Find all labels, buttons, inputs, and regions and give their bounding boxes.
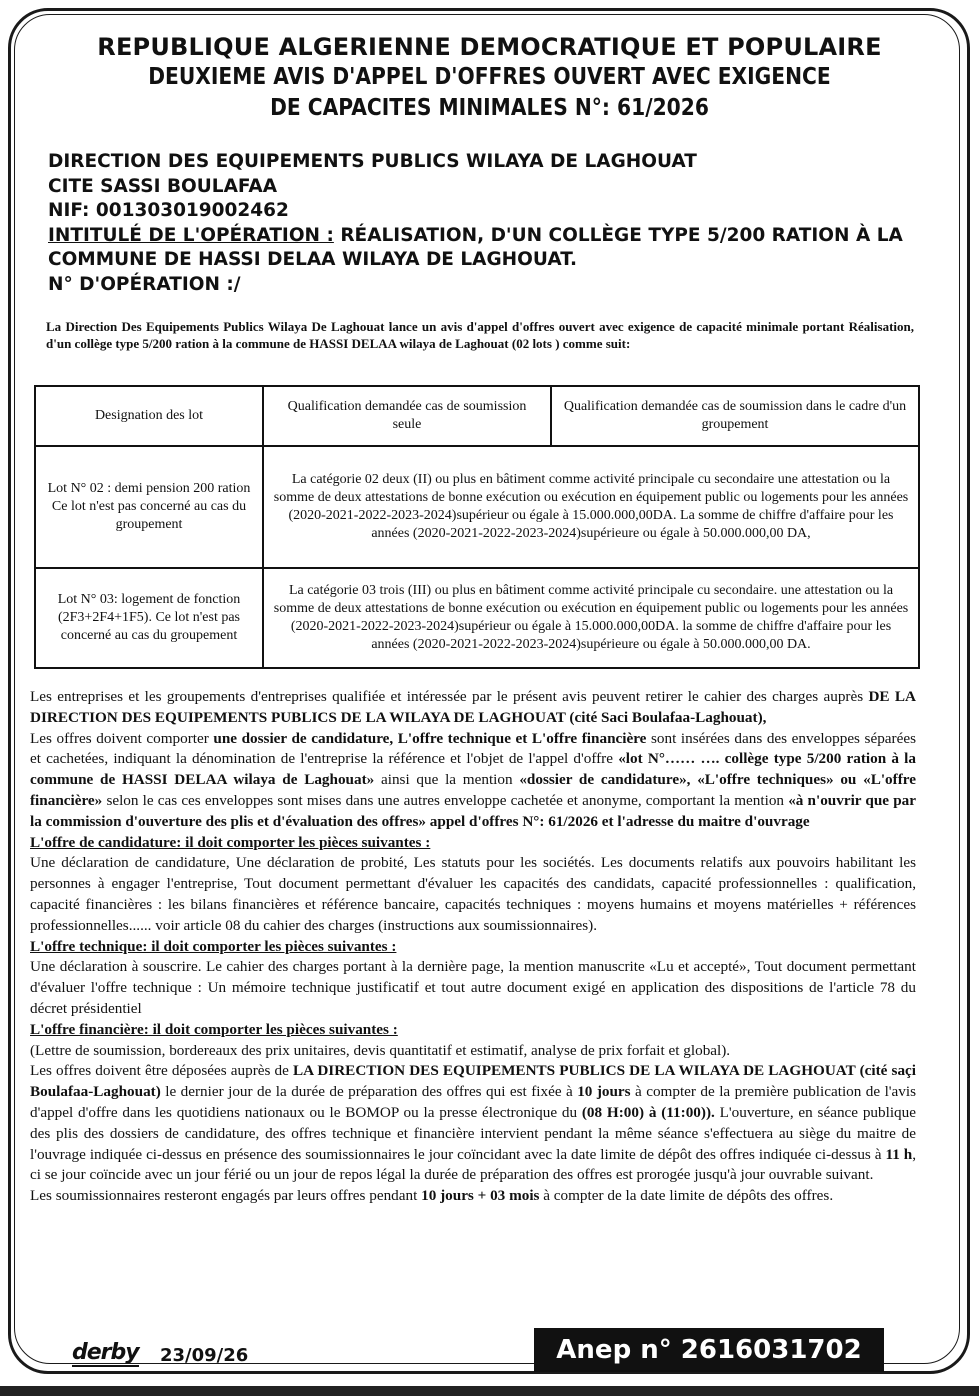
text-run: une dossier de candidature, L'offre technique et L'offre financière bbox=[213, 729, 647, 747]
text-run: «à n'ouvrir que par la commission d'ouverture des plis et d'évaluation des offres» appel d'offres N°: 61/2026 et l'adresse du maitre d'ouvrage bbox=[30, 791, 916, 830]
lot-qualification: La catégorie 03 trois (III) ou plus en bâtiment comme activité principale cu secondaire. une attestation ou la somme de deux attestations de bonne exécution ou exécution en équipement public ou logements pour les années (2020-2021-2022-2023-2024)supérieur ou égale à 15.000.000,00DA. la somme de chiffre d'affaire pour les années (2020-2021-2022-2023-2024)supérieure ou égale à 50.000.000,00 DA. bbox=[263, 568, 919, 668]
table-row bbox=[35, 446, 919, 568]
intro-paragraph: La Direction Des Equipements Publics Wilaya De Laghouat lance un avis d'appel d'offres ouvert avec exigence de capacité minimale portant Réalisation, d'un collège type 5/200 ration à la commune de HASSI DELAA wilaya de Laghouat (02 lots ) comme suit: bbox=[46, 319, 914, 351]
text-run: DE LA DIRECTION DES EQUIPEMENTS PUBLICS DE LA WILAYA DE LAGHOUAT (cité Saci Boulafaa-Laghouat), bbox=[30, 688, 916, 726]
table-row bbox=[35, 568, 919, 668]
lot-designation: Lot N° 03: logement de fonction (2F3+2F4+1F5). Ce lot n'est pas concerné au cas du groupement bbox=[35, 568, 263, 668]
text-run: selon le cas ces enveloppes sont mises dans une autres enveloppe cachetée et anonyme, comportant la mention bbox=[102, 791, 789, 809]
withdraw-paragraph bbox=[30, 687, 916, 729]
text-run: 11 h bbox=[885, 1145, 913, 1163]
table-header-row bbox=[35, 386, 919, 446]
issuer-direction: DIRECTION DES EQUIPEMENTS PUBLICS WILAYA DE LAGHOUAT bbox=[48, 151, 697, 172]
bottom-scan-edge bbox=[0, 1386, 979, 1396]
table-header-designation: Designation des lot bbox=[35, 386, 263, 446]
text-run: 10 jours bbox=[577, 1083, 631, 1101]
section-text-technique: Une déclaration à souscrire. Le cahier des charges portant à la dernière page, la mention manuscrite «Lu et accepté», Tout document permettant d'évaluer l'offre technique : Un mémoire technique justificatif et tout autre document exigé en application des dispositions de l'article 78 du décret présidentiel bbox=[30, 958, 916, 1017]
notice-header bbox=[0, 32, 979, 124]
republic-title: REPUBLIQUE ALGERIENNE DEMOCRATIQUE ET POPULAIRE bbox=[97, 33, 882, 61]
deposit-paragraph bbox=[30, 1061, 916, 1186]
notice-title-line1: DEUXIEME AVIS D'APPEL D'OFFRES OUVERT AVEC EXIGENCE bbox=[148, 64, 831, 90]
text-run: le dernier jour de la durée de préparation des offres qui est fixée à bbox=[160, 1083, 578, 1101]
text-run: , ci se jour coïncide avec un jour férié ou un jour de repos légal la durée de préparation des offres est prorogée jusqu'à jour ouvrable suivant. bbox=[30, 1145, 917, 1184]
operation-title-value: RÉALISATION, D'UN COLLÈGE TYPE 5/200 RATION À LA COMMUNE DE HASSI DELAA WILAYA DE LAGHOUAT. bbox=[48, 224, 903, 270]
newspaper-logo: derby bbox=[72, 1340, 139, 1365]
text-run: 10 jours + 03 mois bbox=[421, 1187, 540, 1205]
text-run: Les offres doivent être déposées auprès de bbox=[30, 1062, 293, 1080]
text-run: (08 H:00) à (11:00)). bbox=[581, 1103, 715, 1121]
section-text-financiere: (Lettre de soumission, bordereaux des prix unitaires, devis quantitatif et estimatif, analyse de prix forfait et global). bbox=[30, 1041, 731, 1059]
text-run: à compter de la première publication de l'avis d'appel d'offre dans les quotidiens nationaux ou le BOMOP ou la presse électronique du bbox=[30, 1083, 917, 1121]
anep-number-badge: Anep n° 2616031702 bbox=[534, 1328, 884, 1372]
publication-date: 23/09/26 bbox=[160, 1345, 249, 1366]
operation-title bbox=[48, 224, 928, 273]
text-run: sont insérées dans des enveloppes séparées et cachetées, indiquant la dénomination de l'entreprise la référence et l'objet de l'appel d'offre bbox=[30, 729, 916, 768]
text-run: «dossier de candidature», «L'offre techniques» ou «L'offre financière» bbox=[30, 771, 916, 809]
text-run: L'ouverture, en séance publique des plis des dossiers de candidature, des offres technique et financière intervient pendant la même séance s'effectuera au siège du maitre de l'ouvrage indiquée ci-dessus en présence des soumissionnaires le jour coïncidant avec la date limite de dépôt des offres indiquée ci-dessus à bbox=[30, 1103, 916, 1163]
notice-body bbox=[30, 687, 916, 1207]
envelopes-paragraph bbox=[30, 729, 916, 833]
issuer-nif: NIF: 001303019002462 bbox=[48, 200, 289, 221]
text-run: Les soumissionnaires resteront engagés par leurs offres pendant bbox=[30, 1187, 422, 1205]
text-run: LA DIRECTION DES EQUIPEMENTS PUBLICS DE LA WILAYA DE LAGHOUAT (cité saçi Boulafaa-Laghouat) bbox=[30, 1062, 916, 1101]
text-run: Les offres doivent comporter bbox=[30, 729, 214, 747]
lots-table bbox=[34, 385, 920, 669]
table-header-group: Qualification demandée cas de soumission dans le cadre d'un groupement bbox=[551, 386, 919, 446]
operation-title-label: INTITULÉ DE L'OPÉRATION : bbox=[48, 224, 334, 246]
text-run: à compter de la date limite de dépôts des offres. bbox=[539, 1187, 834, 1205]
section-title-candidature: L'offre de candidature: il doit comporter les pièces suivantes : bbox=[30, 833, 431, 851]
issuer-address: CITE SASSI BOULAFAA bbox=[48, 175, 278, 197]
section-text-candidature: Une déclaration de candidature, Une déclaration de probité, Les statuts pour les sociétés. Les documents relatifs aux pouvoirs habilitant les personnes à engager l'entreprise, Tout document permettant d'évaluer les capacités des candidats, capacité professionnelles : qualification, capacité financières : les bilans financières et référence bancaire, capacités techniques : moyens humains et moyens matérielles + références professionnelles...... voir article 08 du cahier des charges (instructions aux soumissionnaires). bbox=[30, 854, 916, 934]
text-run: «lot N°…… …. collège type 5/200 ration à la commune de HASSI DELAA wilaya de Laghouat» bbox=[30, 750, 916, 789]
text-run: Les entreprises et les groupements d'entreprises qualifiée et intéressée par le présent avis peuvent retirer le cahier des charges auprès bbox=[30, 688, 869, 705]
issuer-info bbox=[48, 150, 928, 297]
section-title-technique: L'offre technique: il doit comporter les pièces suivantes : bbox=[30, 937, 397, 955]
lot-qualification: La catégorie 02 deux (II) ou plus en bâtiment comme activité principale cu secondaire une attestation ou la somme de deux attestations de bonne exécution ou exécution en équipement public ou logements pour les années (2020-2021-2022-2023-2024)supérieur ou égale à 15.000.000,00DA. La somme de chiffre d'affaire pour les années (2020-2021-2022-2023-2024)supérieure ou égale à 50.000.000,00 DA, bbox=[263, 446, 919, 568]
lot-designation: Lot N° 02 : demi pension 200 ration Ce lot n'est pas concerné au cas du groupement bbox=[35, 446, 263, 568]
notice-title-line2: DE CAPACITES MINIMALES N°: 61/2026 bbox=[270, 95, 709, 121]
operation-number: N° D'OPÉRATION :/ bbox=[48, 273, 241, 295]
table-header-solo: Qualification demandée cas de soumission seule bbox=[263, 386, 551, 446]
commitment-paragraph bbox=[30, 1186, 916, 1207]
text-run: ainsi que la mention bbox=[374, 771, 520, 789]
section-title-financiere: L'offre financière: il doit comporter les pièces suivantes : bbox=[30, 1020, 398, 1038]
